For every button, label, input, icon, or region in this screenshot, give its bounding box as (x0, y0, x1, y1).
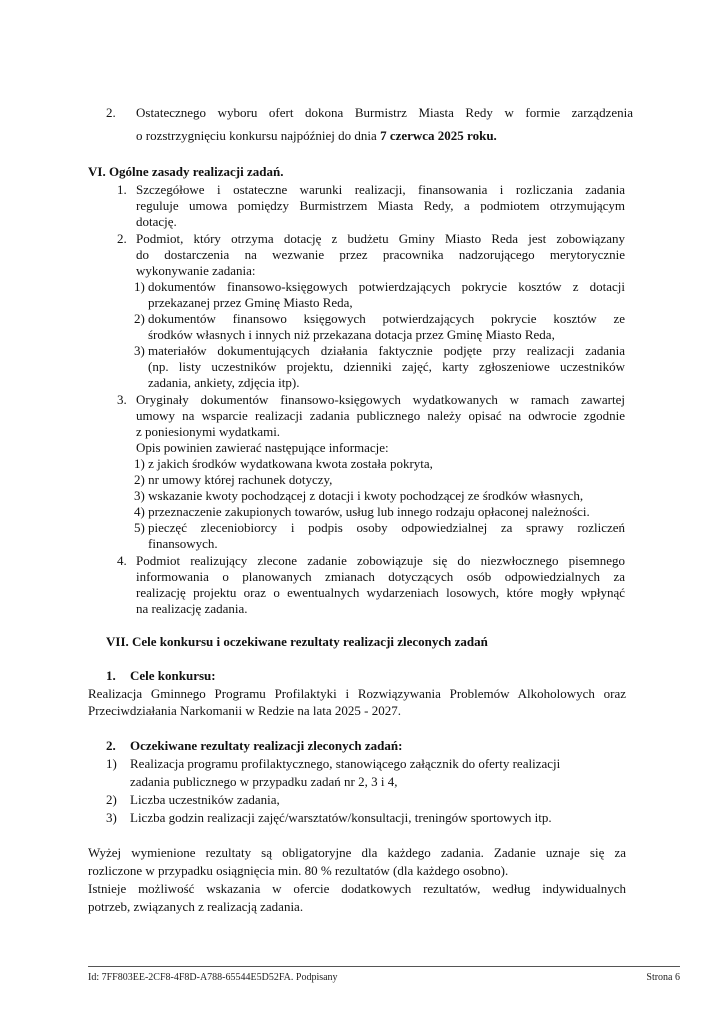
paragraph-line: potrzeb, związanych z realizacją zadania. (88, 899, 304, 914)
paragraph-line: Liczba uczestników zadania, (130, 792, 280, 807)
list-number: 1. (117, 182, 127, 197)
sublist-number: 5) (134, 520, 145, 535)
paragraph-line: wykonywanie zadania: (136, 263, 256, 278)
paragraph-line: z poniesionymi wydatkami. (136, 424, 281, 439)
text-span: o rozstrzygnięciu konkursu najpóźniej do dnia (136, 128, 381, 143)
paragraph-line (136, 127, 497, 144)
paragraph-line: przekazanej przez Gminę Miasto Reda, (148, 295, 353, 310)
paragraph-line: Realizacja Gminnego Programu Profilaktyki i Rozwiązywania Problemów Alkoholowych oraz (88, 686, 626, 701)
paragraph-line: do dostarczenia na wezwanie przez pracownika nadzorującego merytorycznie (136, 247, 625, 262)
paragraph-line: informowania o planowanych zmianach dotyczących osób odpowiedzialnych za (136, 569, 625, 584)
list-number: 3. (117, 392, 127, 407)
paragraph-line: Szczegółowe i ostateczne warunki realizacji, finansowania i rozliczania zadania (136, 182, 625, 197)
paragraph-line: na realizację zadania. (136, 601, 248, 616)
sublist-number: 3) (106, 810, 117, 825)
sublist-number: 2) (106, 792, 117, 807)
paragraph-line: (np. listy uczestników projektu, dzienniki zajęć, karty zgłoszeniowe uczestników (148, 359, 625, 374)
deadline-date: 7 czerwca 2025 roku. (380, 128, 497, 143)
paragraph-line: środków własnych i innych niż przekazana dotacja przez Gminę Miasto Reda, (148, 327, 555, 342)
paragraph-line: 3) wskazanie kwoty pochodzącej z dotacji i kwoty pochodzącej ze środków własnych, (134, 488, 584, 503)
paragraph-line: realizację projektu oraz o ewentualnych wydarzeniach losowych, które mogły wpłynąć (136, 585, 625, 600)
section-heading: VI. Ogólne zasady realizacji zadań. (88, 164, 284, 179)
list-number: 2. (117, 231, 127, 246)
paragraph-line: Podmiot realizujący zlecone zadanie zobowiązuje się do niezwłocznego pisemnego (136, 553, 625, 568)
paragraph-line: reguluje umowa pomiędzy Burmistrzem Miasta Redy, a podmiotem otrzymującym (136, 198, 625, 213)
section-heading: VII. Cele konkursu i oczekiwane rezultaty realizacji zleconych zadań (106, 634, 488, 649)
paragraph-line: pieczęć zleceniobiorcy i podpis osoby odpowiedzialnej za sprawy rozliczeń (148, 520, 625, 535)
paragraph-line: Realizacja programu profilaktycznego, stanowiącego załącznik do oferty realizacji (130, 756, 561, 771)
paragraph-line: dotację. (136, 214, 177, 229)
sublist-number: 2) (134, 311, 145, 326)
paragraph-line: 4) przeznaczenie zakupionych towarów, usług lub innego rodzaju opłaconej należności. (134, 504, 590, 519)
paragraph-line: zadania, ankiety, zdjęcia itp). (148, 375, 300, 390)
sublist-number: 1) (106, 756, 117, 771)
sublist-number: 3) (134, 343, 145, 358)
list-number: 2. (106, 738, 116, 753)
paragraph-line: Wyżej wymienione rezultaty są obligatoryjne dla każdego zadania. Zadanie uznaje się za (88, 845, 626, 860)
paragraph-line: zadania publicznego w przypadku zadań nr 2, 3 i 4, (130, 774, 398, 789)
paragraph-line: 1) z jakich środków wydatkowana kwota została pokryta, (134, 456, 433, 471)
page-number: Strona 6 (646, 972, 680, 983)
footer-divider (88, 966, 680, 967)
paragraph-line: Oryginały dokumentów finansowo-księgowych wydatkowanych w ramach zawartej (136, 392, 625, 407)
paragraph-line: materiałów dokumentujących działania faktycznie podjęte przy realizacji zadania (148, 343, 625, 358)
subsection-heading: Oczekiwane rezultaty realizacji zleconych zadań: (130, 738, 403, 753)
paragraph-line: umowy na wsparcie realizacji zadania publicznego należy opisać na odwrocie zgodnie (136, 408, 625, 423)
paragraph-line: Podmiot, który otrzyma dotację z budżetu Gminy Miasto Reda jest zobowiązany (136, 231, 625, 246)
list-number: 4. (117, 553, 127, 568)
list-number: 2. (106, 105, 116, 120)
paragraph-line: Opis powinien zawierać następujące informacje: (136, 440, 389, 455)
paragraph-line: Ostatecznego wyboru ofert dokona Burmistrz Miasta Redy w formie zarządzenia (136, 105, 633, 120)
paragraph-line: dokumentów finansowo-księgowych potwierdzających pokrycie kosztów z dotacji (148, 279, 625, 294)
paragraph-line: finansowych. (148, 536, 218, 551)
paragraph-line: 2) nr umowy której rachunek dotyczy, (134, 472, 333, 487)
paragraph-line: rozliczone w przypadku osiągnięcia min. 80 % rezultatów (dla każdego osobno). (88, 863, 509, 878)
paragraph-line: Liczba godzin realizacji zajęć/warsztatów/konsultacji, treningów sportowych itp. (130, 810, 552, 825)
subsection-heading: Cele konkursu: (130, 668, 216, 683)
sublist-number: 1) (134, 279, 145, 294)
list-number: 1. (106, 668, 116, 683)
paragraph-line: dokumentów finansowo księgowych potwierdzających pokrycie kosztów ze (148, 311, 625, 326)
document-id: Id: 7FF803EE-2CF8-4F8D-A788-65544E5D52FA. Podpisany (88, 972, 338, 983)
paragraph-line: Istnieje możliwość wskazania w ofercie dodatkowych rezultatów, według indywidualnych (88, 881, 626, 896)
paragraph-line: Przeciwdziałania Narkomanii w Redzie na lata 2025 - 2027. (88, 703, 401, 718)
